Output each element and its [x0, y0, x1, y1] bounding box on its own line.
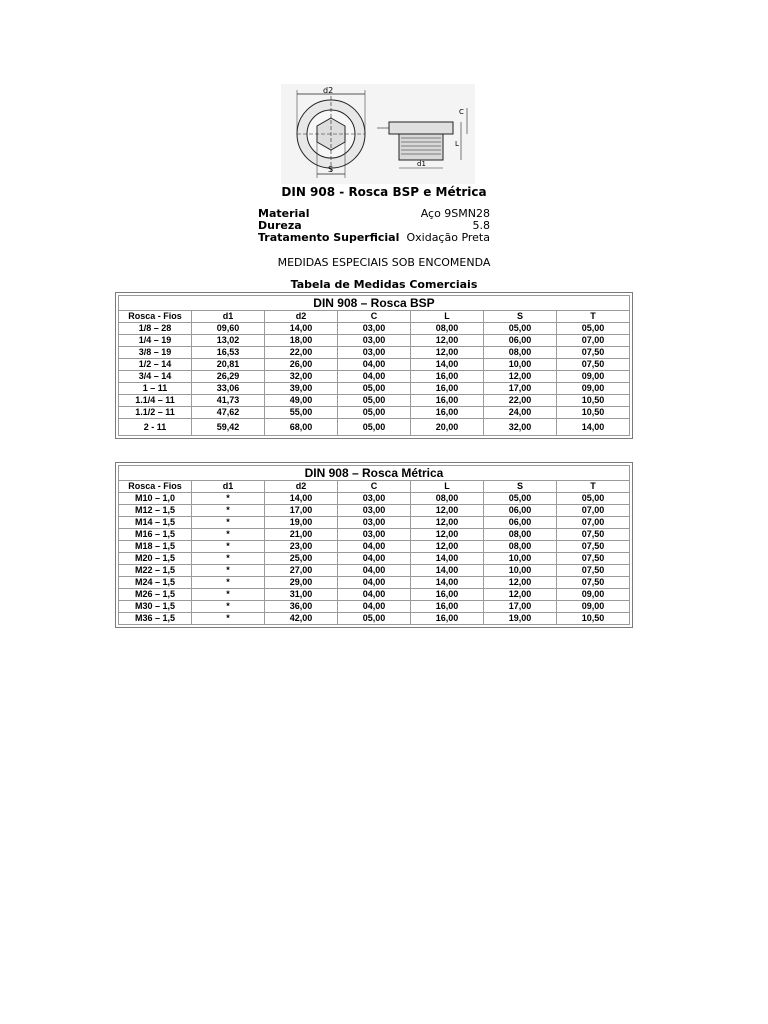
table-cell: 04,00: [338, 589, 411, 601]
label-d1: d1: [417, 160, 426, 168]
table-cell: M18 – 1,5: [119, 541, 192, 553]
table-cell: 17,00: [265, 505, 338, 517]
table-cell: 12,00: [411, 517, 484, 529]
table-cell: 08,00: [411, 493, 484, 505]
table-cell: 14,00: [557, 419, 630, 436]
special-order-notice: MEDIDAS ESPECIAIS SOB ENCOMENDA: [277, 256, 491, 269]
table-cell: 32,00: [265, 371, 338, 383]
table-cell: 1/2 – 14: [119, 359, 192, 371]
column-header: C: [338, 311, 411, 323]
table-cell: 25,00: [265, 553, 338, 565]
table-cell: 22,00: [484, 395, 557, 407]
label-l: L: [455, 140, 459, 148]
table-cell: 20,81: [192, 359, 265, 371]
table-cell: 07,50: [557, 565, 630, 577]
table-cell: *: [192, 517, 265, 529]
table-cell: 05,00: [338, 613, 411, 625]
table-section-title: Tabela de Medidas Comerciais: [290, 278, 478, 291]
table-cell: 09,00: [557, 601, 630, 613]
column-header: S: [484, 481, 557, 493]
table-cell: 16,00: [411, 371, 484, 383]
table-cell: 04,00: [338, 359, 411, 371]
table-cell: 59,42: [192, 419, 265, 436]
table-row: [119, 335, 630, 347]
table-cell: 06,00: [484, 517, 557, 529]
table-cell: 04,00: [338, 577, 411, 589]
metric-table-caption: DIN 908 – Rosca Métrica: [119, 466, 630, 481]
table-cell: *: [192, 577, 265, 589]
table-cell: *: [192, 565, 265, 577]
table-cell: 12,00: [411, 505, 484, 517]
column-header: d1: [192, 311, 265, 323]
table-cell: 05,00: [557, 493, 630, 505]
table-cell: 07,50: [557, 359, 630, 371]
side-view: [377, 108, 467, 168]
table-row: [119, 359, 630, 371]
property-key: Material: [258, 207, 310, 220]
property-value: Oxidação Preta: [406, 231, 490, 244]
table-cell: 14,00: [411, 359, 484, 371]
table-cell: 24,00: [484, 407, 557, 419]
column-header: d1: [192, 481, 265, 493]
property-value: 5.8: [472, 219, 490, 232]
table-row: [119, 613, 630, 625]
table-cell: 16,00: [411, 383, 484, 395]
table-row: [119, 493, 630, 505]
table-cell: *: [192, 541, 265, 553]
technical-drawing: [281, 84, 475, 184]
table-cell: 47,62: [192, 407, 265, 419]
table-cell: 1/8 – 28: [119, 323, 192, 335]
table-row: [119, 541, 630, 553]
table-cell: 16,00: [411, 601, 484, 613]
table-row: [119, 553, 630, 565]
table-cell: 1/4 – 19: [119, 335, 192, 347]
table-cell: 05,00: [338, 419, 411, 436]
table-cell: 55,00: [265, 407, 338, 419]
table-cell: 39,00: [265, 383, 338, 395]
table-cell: 19,00: [265, 517, 338, 529]
table-row: [119, 589, 630, 601]
table-cell: 03,00: [338, 517, 411, 529]
column-header: Rosca - Fios: [119, 481, 192, 493]
column-header: T: [557, 481, 630, 493]
table-cell: 09,00: [557, 383, 630, 395]
table-row: [119, 383, 630, 395]
table-cell: 16,00: [411, 407, 484, 419]
table-cell: 07,00: [557, 517, 630, 529]
property-row: [258, 232, 490, 244]
table-cell: 36,00: [265, 601, 338, 613]
table-row: [119, 517, 630, 529]
table-cell: 12,00: [411, 529, 484, 541]
table-row: [119, 529, 630, 541]
table-cell: 07,00: [557, 505, 630, 517]
table-cell: M36 – 1,5: [119, 613, 192, 625]
table-cell: *: [192, 601, 265, 613]
table-cell: 07,50: [557, 347, 630, 359]
table-cell: 2 - 11: [119, 419, 192, 436]
column-header: L: [411, 481, 484, 493]
metric-table-container: [115, 462, 633, 628]
table-cell: 09,00: [557, 589, 630, 601]
table-cell: 12,00: [484, 371, 557, 383]
table-cell: 29,00: [265, 577, 338, 589]
table-cell: 05,00: [338, 383, 411, 395]
table-cell: 12,00: [484, 589, 557, 601]
table-row: [119, 419, 630, 436]
table-cell: 13,02: [192, 335, 265, 347]
table-cell: 10,00: [484, 553, 557, 565]
table-cell: 49,00: [265, 395, 338, 407]
bsp-table-body: [119, 323, 630, 436]
table-cell: 05,00: [338, 395, 411, 407]
property-key: Tratamento Superficial: [258, 231, 400, 244]
table-cell: 07,00: [557, 335, 630, 347]
table-cell: 16,00: [411, 613, 484, 625]
table-row: [119, 371, 630, 383]
bsp-table: [118, 295, 630, 436]
table-cell: 04,00: [338, 371, 411, 383]
table-cell: *: [192, 493, 265, 505]
bsp-table-container: [115, 292, 633, 439]
plug-drawing-svg: [281, 84, 475, 184]
table-cell: 10,50: [557, 613, 630, 625]
table-cell: 33,06: [192, 383, 265, 395]
table-cell: 07,50: [557, 577, 630, 589]
table-cell: 16,53: [192, 347, 265, 359]
table-cell: 03,00: [338, 335, 411, 347]
table-cell: 14,00: [411, 553, 484, 565]
table-cell: 18,00: [265, 335, 338, 347]
table-cell: 05,00: [338, 407, 411, 419]
table-cell: 3/4 – 14: [119, 371, 192, 383]
bsp-table-caption: DIN 908 – Rosca BSP: [119, 296, 630, 311]
table-cell: 09,00: [557, 371, 630, 383]
table-cell: 05,00: [484, 493, 557, 505]
table-cell: 10,00: [484, 359, 557, 371]
table-cell: 04,00: [338, 601, 411, 613]
table-cell: 08,00: [411, 323, 484, 335]
table-cell: 23,00: [265, 541, 338, 553]
table-cell: 32,00: [484, 419, 557, 436]
table-cell: 68,00: [265, 419, 338, 436]
table-cell: 3/8 – 19: [119, 347, 192, 359]
table-cell: 1 – 11: [119, 383, 192, 395]
table-row: [119, 395, 630, 407]
table-row: [119, 407, 630, 419]
column-header: S: [484, 311, 557, 323]
table-row: [119, 505, 630, 517]
table-cell: 14,00: [265, 493, 338, 505]
column-header: C: [338, 481, 411, 493]
table-cell: 12,00: [411, 541, 484, 553]
table-cell: 41,73: [192, 395, 265, 407]
table-cell: 08,00: [484, 347, 557, 359]
table-cell: *: [192, 613, 265, 625]
table-row: [119, 565, 630, 577]
table-cell: 07,50: [557, 541, 630, 553]
column-header: L: [411, 311, 484, 323]
table-cell: 26,29: [192, 371, 265, 383]
table-cell: 1.1/2 – 11: [119, 407, 192, 419]
table-cell: 03,00: [338, 493, 411, 505]
table-cell: 19,00: [484, 613, 557, 625]
table-cell: 22,00: [265, 347, 338, 359]
table-cell: 10,00: [484, 565, 557, 577]
table-cell: M26 – 1,5: [119, 589, 192, 601]
table-cell: *: [192, 553, 265, 565]
table-cell: 14,00: [411, 577, 484, 589]
document-title: DIN 908 - Rosca BSP e Métrica: [281, 185, 487, 199]
table-cell: M20 – 1,5: [119, 553, 192, 565]
table-cell: 04,00: [338, 553, 411, 565]
table-cell: M14 – 1,5: [119, 517, 192, 529]
table-cell: 12,00: [411, 347, 484, 359]
metric-table: [118, 465, 630, 625]
table-cell: M22 – 1,5: [119, 565, 192, 577]
table-cell: 05,00: [557, 323, 630, 335]
table-cell: 26,00: [265, 359, 338, 371]
table-cell: 06,00: [484, 505, 557, 517]
table-cell: 12,00: [411, 335, 484, 347]
table-cell: 16,00: [411, 395, 484, 407]
table-cell: 03,00: [338, 323, 411, 335]
label-d2: d2: [323, 86, 334, 95]
bsp-header-row: [119, 311, 630, 323]
table-cell: 04,00: [338, 565, 411, 577]
column-header: T: [557, 311, 630, 323]
table-row: [119, 577, 630, 589]
table-cell: 14,00: [411, 565, 484, 577]
column-header: d2: [265, 481, 338, 493]
table-cell: 42,00: [265, 613, 338, 625]
table-cell: *: [192, 589, 265, 601]
table-cell: 14,00: [265, 323, 338, 335]
table-cell: M30 – 1,5: [119, 601, 192, 613]
table-cell: 10,50: [557, 395, 630, 407]
table-cell: 03,00: [338, 347, 411, 359]
label-s: S: [328, 165, 334, 174]
table-cell: M12 – 1,5: [119, 505, 192, 517]
properties-block: [258, 208, 490, 244]
property-key: Dureza: [258, 219, 302, 232]
column-header: d2: [265, 311, 338, 323]
metric-header-row: [119, 481, 630, 493]
table-cell: *: [192, 505, 265, 517]
table-cell: *: [192, 529, 265, 541]
table-cell: 03,00: [338, 529, 411, 541]
table-cell: 1.1/4 – 11: [119, 395, 192, 407]
table-row: [119, 347, 630, 359]
table-row: [119, 601, 630, 613]
table-cell: M24 – 1,5: [119, 577, 192, 589]
table-cell: 20,00: [411, 419, 484, 436]
table-cell: 03,00: [338, 505, 411, 517]
table-row: [119, 323, 630, 335]
table-cell: 08,00: [484, 529, 557, 541]
table-cell: M16 – 1,5: [119, 529, 192, 541]
table-cell: 17,00: [484, 601, 557, 613]
table-cell: 17,00: [484, 383, 557, 395]
table-cell: 16,00: [411, 589, 484, 601]
table-cell: 08,00: [484, 541, 557, 553]
table-cell: 31,00: [265, 589, 338, 601]
metric-table-body: [119, 493, 630, 625]
table-cell: 27,00: [265, 565, 338, 577]
table-cell: 04,00: [338, 541, 411, 553]
label-c: C: [459, 108, 464, 116]
property-value: Aço 9SMN28: [420, 207, 490, 220]
table-cell: 09,60: [192, 323, 265, 335]
table-cell: 07,50: [557, 529, 630, 541]
table-cell: 12,00: [484, 577, 557, 589]
table-cell: M10 – 1,0: [119, 493, 192, 505]
table-cell: 07,50: [557, 553, 630, 565]
table-cell: 05,00: [484, 323, 557, 335]
column-header: Rosca - Fios: [119, 311, 192, 323]
table-cell: 10,50: [557, 407, 630, 419]
table-cell: 21,00: [265, 529, 338, 541]
table-cell: 06,00: [484, 335, 557, 347]
